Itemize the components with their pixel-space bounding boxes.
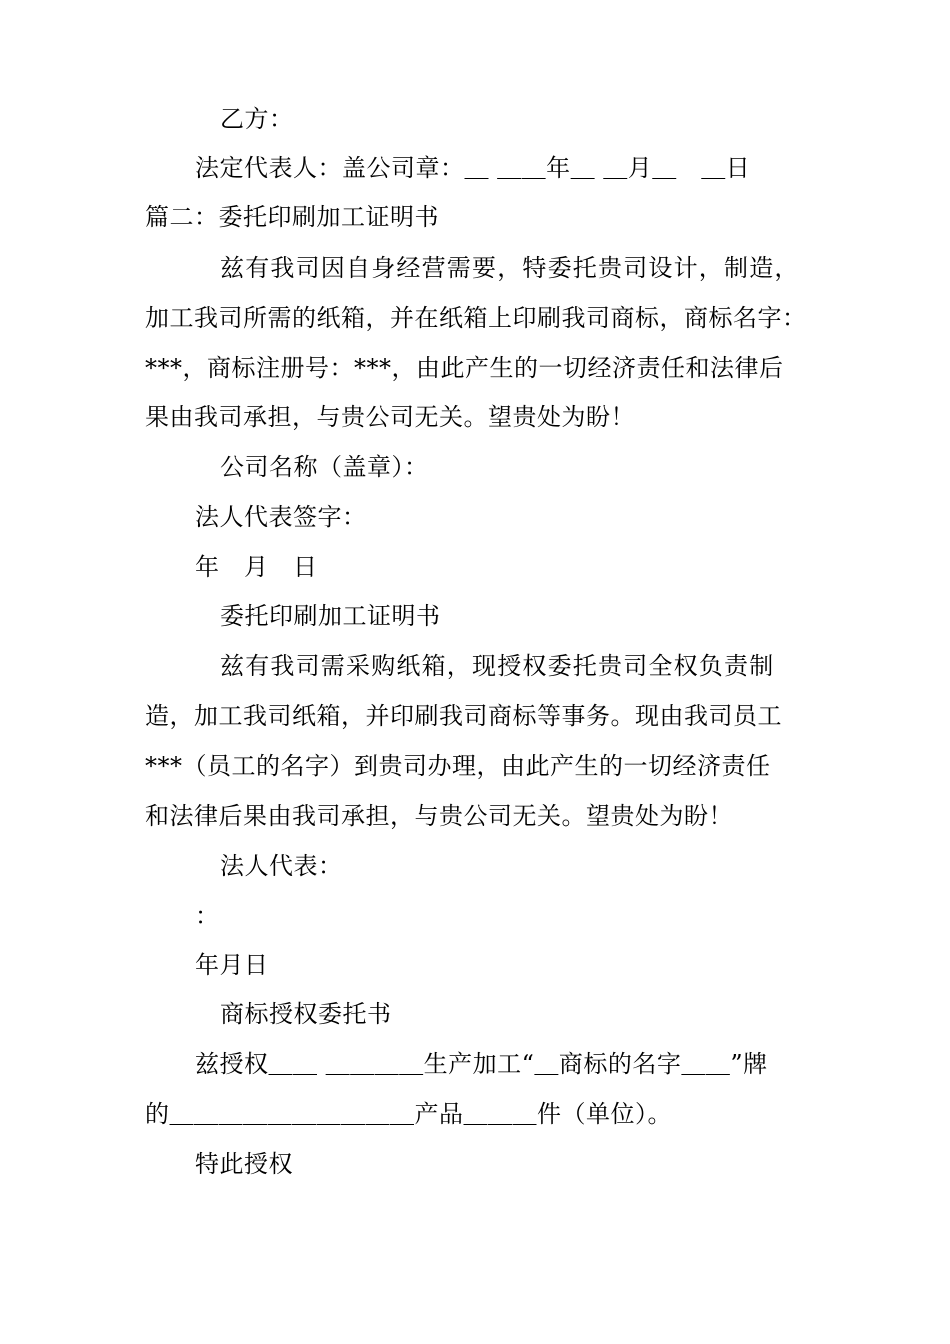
authorization-line-2: 的＿＿＿＿＿＿＿＿＿＿产品＿＿＿件（单位）。 [145,1100,672,1128]
paragraph-1-line-4: 果由我司承担，与贵公司无关。望贵处为盼！ [145,403,635,431]
paragraph-1-line-2: 加工我司所需的纸箱，并在纸箱上印刷我司商标，商标名字： [145,304,807,332]
authorization-line-1: 兹授权＿＿ ＿＿＿＿生产加工“＿商标的名字＿＿”牌 [195,1050,768,1078]
paragraph-2-line-2: 造，加工我司纸箱，并印刷我司商标等事务。现由我司员工 [145,702,782,730]
paragraph-2-line-3: ***（员工的名字）到贵司办理，由此产生的一切经济责任 [145,752,771,780]
paragraph-1-line-1: 兹有我司因自身经营需要，特委托贵司设计，制造， [220,254,800,282]
section-two-title: 篇二：委托印刷加工证明书 [145,203,439,231]
certificate-title: 委托印刷加工证明书 [220,602,441,630]
legal-rep-seal-date-line: 法定代表人：盖公司章：＿ ＿＿年＿ ＿月＿ ＿日 [195,154,751,182]
hereby-authorize-text: 特此授权 [195,1150,293,1178]
date-line-2: 年月日 [195,951,269,979]
colon-line: ： [195,902,220,930]
date-line-1: 年 月 日 [195,553,318,581]
company-name-seal-label: 公司名称（盖章）： [220,453,429,481]
paragraph-2-line-4: 和法律后果由我司承担，与贵公司无关。望贵处为盼！ [145,802,733,830]
legal-rep-label: 法人代表： [220,852,343,880]
legal-rep-signature-label: 法人代表签字： [195,503,367,531]
party-b-label: 乙方： [220,105,294,133]
paragraph-1-line-3: ***，商标注册号：***，由此产生的一切经济责任和法律后 [145,354,784,382]
paragraph-2-line-1: 兹有我司需采购纸箱，现授权委托贵司全权负责制 [220,652,775,680]
trademark-authorization-title: 商标授权委托书 [220,1000,392,1028]
